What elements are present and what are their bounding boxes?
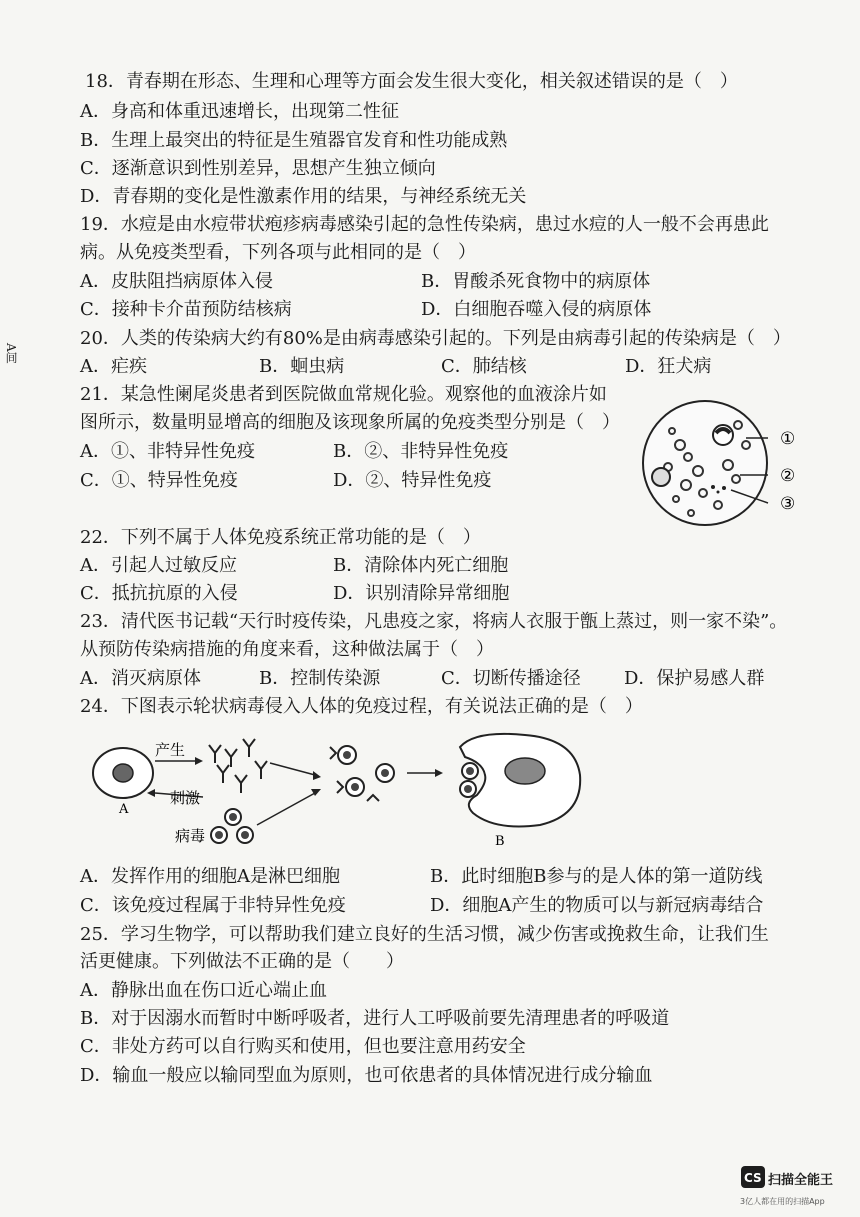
q25-option-d: D．输血一般应以输同型血为原则，也可依患者的具体情况进行成分输血 — [80, 1065, 653, 1086]
q21-stem-line1: 21．某急性阑尾炎患者到医院做血常规化验。观察他的血液涂片如 — [80, 384, 607, 405]
q25-stem-line1: 25．学习生物学，可以帮助我们建立良好的生活习惯，减少伤害或挽救生命，让我们生 — [80, 924, 769, 945]
q20-option-c: C．肺结核 — [441, 356, 527, 377]
q23-stem-line1: 23．清代医书记载“天行时疫传染，凡患疫之家，将病人衣服于甑上蒸过，则一家不染”。 — [80, 611, 788, 632]
q23-option-b: B．控制传染源 — [259, 668, 381, 689]
q19-option-d: D．白细胞吞噬入侵的病原体 — [421, 299, 652, 320]
q24-stem: 24．下图表示轮状病毒侵入人体的免疫过程，有关说法正确的是（ ） — [80, 696, 643, 717]
q20-option-b: B．蛔虫病 — [259, 356, 345, 377]
q20-stem: 20．人类的传染病大约有80%是由病毒感染引起的。下列是由病毒引起的传染病是（ ） — [80, 328, 791, 349]
q21-option-d: D．②、特异性免疫 — [333, 470, 492, 491]
q22-option-d: D．识别清除异常细胞 — [333, 583, 510, 604]
q19-stem-line2: 病。从免疫类型看，下列各项与此相同的是（ ） — [80, 242, 476, 263]
q23-stem-line2: 从预防传染病措施的角度来看，这种做法属于（ ） — [80, 639, 494, 660]
label-virus: 病毒 — [175, 827, 206, 845]
q22-stem: 22．下列不属于人体免疫系统正常功能的是（ ） — [80, 527, 481, 548]
q21-option-b: B．②、非特异性免疫 — [333, 441, 509, 462]
q21-option-a: A．①、非特异性免疫 — [80, 441, 255, 462]
side-margin-note: A间 — [4, 343, 18, 364]
q24-option-a: A．发挥作用的细胞A是淋巴细胞 — [80, 866, 340, 887]
q18-stem: 18．青春期在形态、生理和心理等方面会发生很大变化，相关叙述错误的是（ ） — [85, 71, 738, 92]
q22-option-b: B．清除体内死亡细胞 — [333, 555, 509, 576]
blood-smear-figure — [628, 395, 828, 535]
q18-option-c: C．逐渐意识到性别差异，思想产生独立倾向 — [80, 158, 436, 179]
label-b: B — [495, 834, 505, 849]
q25-option-a: A．静脉出血在伤口近心端止血 — [80, 980, 327, 1001]
q20-option-a: A．疟疾 — [80, 356, 147, 377]
antibodies — [209, 739, 267, 793]
scanner-logo-text: CS — [744, 1171, 762, 1185]
q24-option-b: B．此时细胞B参与的是人体的第一道防线 — [430, 866, 763, 887]
q19-option-a: A．皮肤阻挡病原体入侵 — [80, 271, 273, 292]
q18-option-a: A．身高和体重迅速增长，出现第二性征 — [80, 101, 399, 122]
scanner-app-tagline: 3亿人都在用的扫描App — [740, 1197, 825, 1206]
q20-option-d: D．狂犬病 — [625, 356, 712, 377]
figure-label-3: ③ — [780, 494, 796, 514]
q19-stem-line1: 19．水痘是由水痘带状疱疹病毒感染引起的急性传染病，患过水痘的人一般不会再患此 — [80, 214, 769, 235]
q23-option-c: C．切断传播途径 — [441, 668, 581, 689]
label-produce: 产生 — [155, 741, 186, 759]
scanner-logo-icon — [741, 1166, 765, 1188]
q19-option-b: B．胃酸杀死食物中的病原体 — [421, 271, 651, 292]
q21-stem-line2: 图所示，数量明显增高的细胞及该现象所属的免疫类型分别是（ ） — [80, 412, 620, 433]
q25-option-b: B．对于因溺水而暂时中断呼吸者，进行人工呼吸前要先清理患者的呼吸道 — [80, 1008, 670, 1029]
q22-option-c: C．抵抗抗原的入侵 — [80, 583, 238, 604]
figure-label-2: ② — [780, 466, 796, 486]
q19-option-c: C．接种卡介苗预防结核病 — [80, 299, 292, 320]
q23-option-a: A．消灭病原体 — [80, 668, 201, 689]
immune-process-figure — [85, 725, 605, 860]
q25-option-c: C．非处方药可以自行购买和使用，但也要注意用药安全 — [80, 1036, 526, 1057]
q24-option-d: D．细胞A产生的物质可以与新冠病毒结合 — [430, 895, 764, 916]
label-stimulate: 刺激 — [170, 789, 201, 807]
figure-label-1: ① — [780, 429, 796, 449]
q25-stem-line2: 活更健康。下列做法不正确的是（ ） — [80, 951, 404, 972]
q23-option-d: D．保护易感人群 — [624, 668, 765, 689]
q18-option-b: B．生理上最突出的特征是生殖器官发育和性功能成熟 — [80, 130, 508, 151]
q22-option-a: A．引起人过敏反应 — [80, 555, 237, 576]
label-a: A — [119, 802, 129, 817]
scanner-app-name: 扫描全能王 — [768, 1173, 834, 1188]
q21-option-c: C．①、特异性免疫 — [80, 470, 238, 491]
q24-option-c: C．该免疫过程属于非特异性免疫 — [80, 895, 346, 916]
q18-option-d: D．青春期的变化是性激素作用的结果，与神经系统无关 — [80, 186, 527, 207]
